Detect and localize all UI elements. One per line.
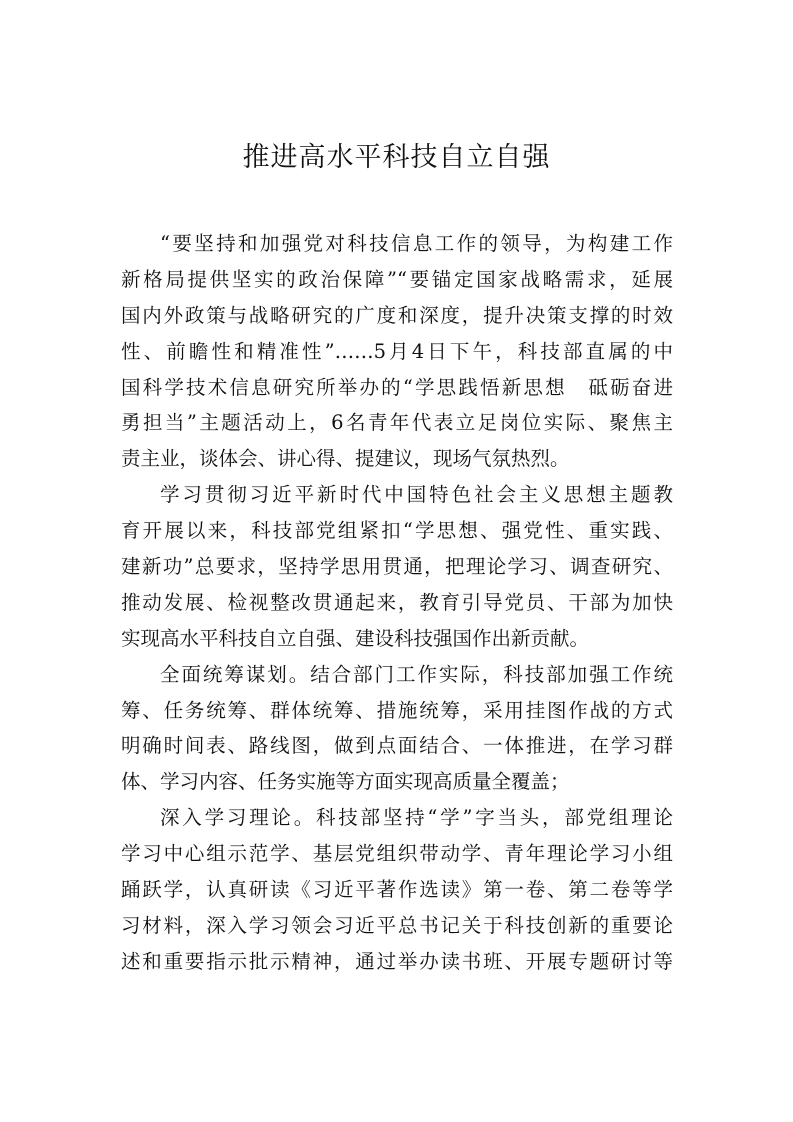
article-body (121, 226, 673, 980)
text-line: 全面统筹谋划。结合部门工作实际，科技部加强工作统 (160, 662, 673, 686)
text-line: 深入学习理论。科技部坚持“学”字当头，部党组理论 (160, 806, 673, 830)
text-line: 育开展以来，科技部党组紧扣“学思想、强党性、重实践、 (121, 519, 673, 543)
page-title: 推进高水平科技自立自强 (242, 142, 551, 173)
text-line: 性、前瞻性和精准性”……5月4日下午，科技部直属的中 (121, 339, 673, 363)
text-line: 明确时间表、路线图，做到点面结合、一体推进，在学习群 (121, 734, 673, 758)
text-line: 国科学技术信息研究所举办的“学思践悟新思想 砥砺奋进 (121, 375, 673, 399)
text-line: 学习贯彻习近平新时代中国特色社会主义思想主题教 (160, 483, 673, 507)
text-line: 学习中心组示范学、基层党组织带动学、青年理论学习小组 (121, 842, 673, 866)
text-line: 建新功”总要求，坚持学思用贯通，把理论学习、调查研究、 (121, 555, 673, 579)
text-line: 踊跃学，认真研读《习近平著作选读》第一卷、第二卷等学 (121, 878, 673, 902)
text-line: 新格局提供坚实的政治保障”“要锚定国家战略需求，延展 (121, 267, 673, 291)
text-line: 国内外政策与战略研究的广度和深度，提升决策支撑的时效 (121, 303, 673, 327)
text-line: 习材料，深入学习领会习近平总书记关于科技创新的重要论 (121, 913, 673, 937)
text-line: 述和重要指示批示精神，通过举办读书班、开展专题研讨等 (121, 949, 673, 973)
text-line: 筹、任务统筹、群体统筹、措施统筹，采用挂图作战的方式 (121, 698, 673, 722)
text-line: 勇担当”主题活动上，6名青年代表立足岗位实际、聚焦主 (121, 411, 673, 435)
text-line: 体、学习内容、任务实施等方面实现高质量全覆盖； (121, 770, 570, 794)
text-line: 实现高水平科技自立自强、建设科技强国作出新贡献。 (121, 626, 590, 650)
text-line: 推动发展、检视整改贯通起来，教育引导党员、干部为加快 (121, 590, 673, 614)
paragraph-1 (121, 226, 673, 477)
paragraph-4 (121, 800, 673, 979)
text-line: 责主业，谈体会、讲心得、提建议，现场气氛热烈。 (121, 447, 570, 471)
paragraph-3 (121, 657, 673, 801)
text-line: “要坚持和加强党对科技信息工作的领导，为构建工作 (160, 232, 673, 255)
paragraph-2 (121, 477, 673, 656)
